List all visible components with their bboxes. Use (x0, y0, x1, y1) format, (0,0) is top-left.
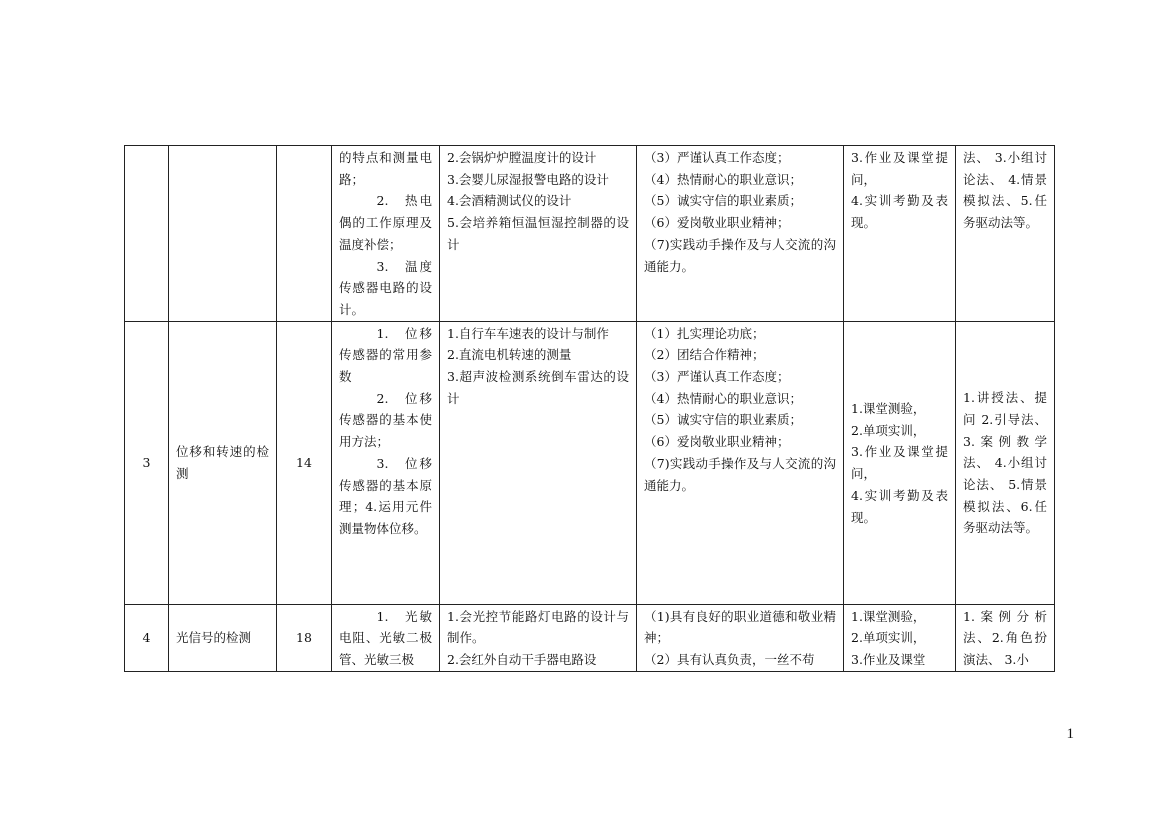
list-item: 3. 位移传感器的基本原理；4.运用元件测量物体位移。 (339, 455, 432, 536)
ability-cell (440, 604, 637, 671)
project-cell (169, 146, 277, 322)
list-item: 4.实训考勤及表现。 (851, 487, 948, 525)
row-number-cell: 4 (125, 604, 169, 671)
list-item: 2. 位移传感器的基本使用方法； (339, 390, 432, 450)
list-item: 3.会婴儿尿湿报警电路的设计 (447, 171, 609, 187)
list-item: 4.实训考勤及表现。 (851, 193, 948, 231)
list-item: （1）扎实理论功底； (644, 325, 765, 341)
list-item: （1)具有良好的职业道德和敬业精神； (644, 608, 836, 646)
list-item: 1.自行车车速表的设计与制作 (447, 325, 609, 341)
list-item: 1.案例分析法、2.角色扮演法、 3.小 (963, 608, 1047, 668)
method-cell (956, 604, 1055, 671)
ability-cell (440, 146, 637, 322)
list-item: （3）严谨认真工作态度； (644, 150, 790, 165)
list-item: 2.单项实训， (851, 630, 926, 646)
list-item: （2）具有认真负责，一丝不苟 (644, 652, 815, 668)
table-row (125, 321, 1055, 604)
list-item: （4）热情耐心的职业意识； (644, 390, 802, 406)
list-item: 2.会锅炉炉膛温度计的设计 (447, 150, 597, 165)
project-cell: 光信号的检测 (169, 604, 277, 671)
ability-cell (440, 321, 637, 604)
knowledge-cell (332, 604, 440, 671)
list-item: 1.讲授法、提问 2.引导法、3.案例教学法、 4.小组讨论法、 5.情景模拟法、6.任务驱动法等。 (963, 390, 1047, 536)
list-item: 1.会光控节能路灯电路的设计与制作。 (447, 608, 629, 646)
list-item: 5.会培养箱恒温恒湿控制器的设计 (447, 215, 629, 252)
course-table (124, 145, 1055, 672)
quality-cell (637, 146, 844, 322)
quality-cell (637, 604, 844, 671)
list-item: 3.超声波检测系统倒车雷达的设计 (447, 369, 629, 406)
row-number-cell (125, 146, 169, 322)
table-row (125, 604, 1055, 671)
project-cell: 位移和转速的检测 (169, 321, 277, 604)
method-cell (956, 321, 1055, 604)
list-item: 1.课堂测验， (851, 608, 926, 624)
list-item: 4.会酒精测试仪的设计 (447, 193, 572, 209)
assessment-cell (844, 146, 956, 322)
list-item: 3.作业及课堂提问， (851, 444, 948, 482)
list-item: （3）严谨认真工作态度； (644, 369, 790, 385)
list-item: （4）热情耐心的职业意识； (644, 171, 802, 187)
quality-cell (637, 321, 844, 604)
list-item: （5）诚实守信的职业素质； (644, 412, 802, 428)
list-item: （6）爱岗敬业职业精神； (644, 215, 790, 231)
list-item: 3. 温度传感器电路的设计。 (339, 258, 432, 317)
knowledge-cell (332, 146, 440, 322)
page-number: 1 (1066, 726, 1074, 742)
table-row (125, 146, 1055, 322)
list-item: 2.单项实训， (851, 422, 926, 438)
list-item: 3.作业及课堂提问， (851, 150, 948, 187)
knowledge-cell (332, 321, 440, 604)
list-item: （5）诚实守信的职业素质； (644, 193, 802, 209)
hours-cell: 14 (277, 321, 332, 604)
row-number-cell: 3 (125, 321, 169, 604)
list-item: 2. 热电偶的工作原理及温度补偿； (339, 193, 432, 252)
list-item: （7)实践动手操作及与人交流的沟通能力。 (644, 455, 836, 493)
hours-cell: 18 (277, 604, 332, 671)
list-item: 1. 光敏电阻、光敏二极管、光敏三极 (339, 608, 432, 668)
assessment-cell (844, 321, 956, 604)
list-item: （7)实践动手操作及与人交流的沟通能力。 (644, 236, 836, 274)
assessment-cell (844, 604, 956, 671)
list-item: 1. 位移传感器的常用参数 (339, 325, 432, 385)
method-cell (956, 146, 1055, 322)
list-item: 1.课堂测验， (851, 401, 926, 417)
list-item: 的特点和测量电路； (339, 150, 432, 187)
list-item: 2.会红外自动干手器电路设 (447, 652, 597, 668)
list-item: 法、 3.小组讨论法、 4.情景模拟法、5.任务驱动法等。 (963, 150, 1047, 231)
list-item: 2.直流电机转速的测量 (447, 347, 572, 363)
list-item: （2）团结合作精神； (644, 347, 765, 363)
list-item: 3.作业及课堂 (851, 652, 926, 668)
hours-cell (277, 146, 332, 322)
list-item: （6）爱岗敬业职业精神； (644, 434, 790, 450)
